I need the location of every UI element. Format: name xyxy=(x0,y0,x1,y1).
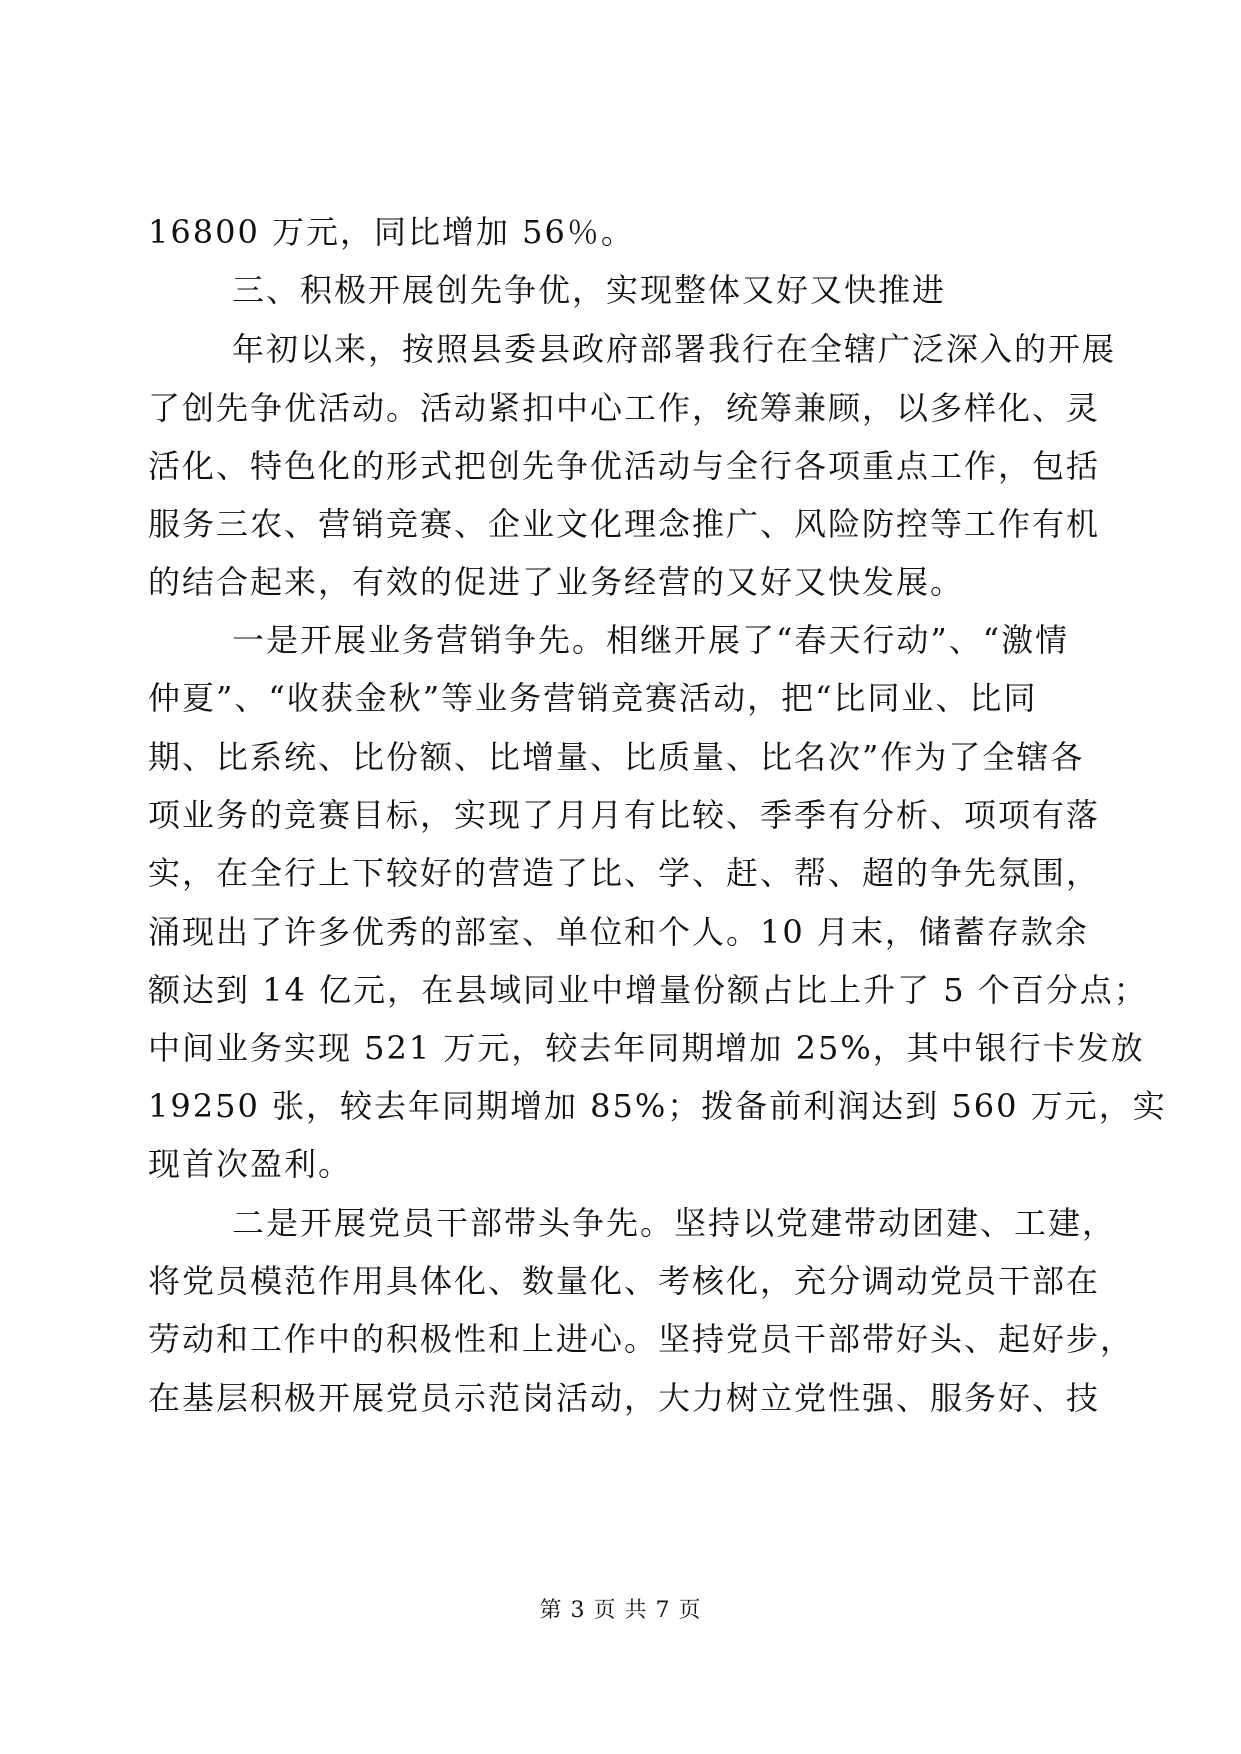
text-line: 期、比系统、比份额、比增量、比质量、比名次”作为了全辖各 xyxy=(148,738,1085,776)
text-line: 将党员模范作用具体化、数量化、考核化，充分调动党员干部在 xyxy=(148,1262,1101,1300)
text-line: 涌现出了许多优秀的部室、单位和个人。10 月末，储蓄存款余 xyxy=(148,913,1089,951)
text-line: 项业务的竞赛目标，实现了月月有比较、季季有分析、项项有落 xyxy=(148,796,1101,834)
text-line: 服务三农、营销竞赛、企业文化理念推广、风险防控等工作有机 xyxy=(148,505,1101,543)
text-line: 实，在全行上下较好的营造了比、学、赶、帮、超的争先氛围， xyxy=(148,854,1101,892)
text-line: 二是开展党员干部带头争先。坚持以党建带动团建、工建， xyxy=(232,1204,1117,1242)
text-line: 现首次盈利。 xyxy=(148,1145,353,1183)
text-line: 一是开展业务营销争先。相继开展了“春天行动”、“激情 xyxy=(232,621,1070,659)
text-line: 劳动和工作中的积极性和上进心。坚持党员干部带好头、起好步， xyxy=(148,1320,1135,1358)
text-line: 活化、特色化的形式把创先争优活动与全行各项重点工作，包括 xyxy=(148,447,1101,485)
section-heading: 三、积极开展创先争优，实现整体又好又快推进 xyxy=(232,271,947,309)
text-line: 19250 张，较去年同期增加 85%；拨备前利润达到 560 万元，实 xyxy=(148,1087,1167,1125)
text-line: 16800 万元，同比增加 56％。 xyxy=(148,213,635,251)
text-line: 年初以来，按照县委县政府部署我行在全辖广泛深入的开展 xyxy=(232,330,1117,368)
text-line: 中间业务实现 521 万元，较去年同期增加 25%，其中银行卡发放 xyxy=(148,1029,1145,1067)
text-line: 仲夏”、“收获金秋”等业务营销竞赛活动，把“比同业、比同 xyxy=(148,679,1038,717)
text-line: 在基层积极开展党员示范岗活动，大力树立党性强、服务好、技 xyxy=(148,1379,1101,1417)
text-line: 的结合起来，有效的促进了业务经营的又好又快发展。 xyxy=(148,563,965,601)
page-number-footer: 第 3 页 共 7 页 xyxy=(539,1598,702,1623)
text-line: 了创先争优活动。活动紧扣中心工作，统筹兼顾，以多样化、灵 xyxy=(148,389,1101,427)
text-line: 额达到 14 亿元，在县域同业中增量份额占比上升了 5 个百分点； xyxy=(148,971,1148,1009)
